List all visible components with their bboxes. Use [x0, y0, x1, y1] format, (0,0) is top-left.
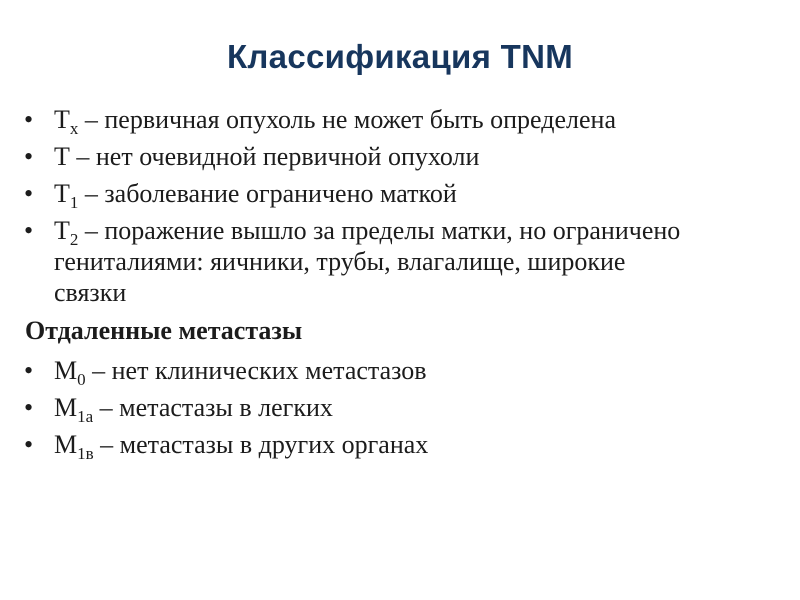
item-symbol: M [54, 393, 78, 422]
item-symbol: T [54, 179, 70, 208]
bullet-icon: • [24, 142, 34, 171]
bullet-icon: • [24, 216, 34, 245]
bullet-icon: • [24, 356, 34, 385]
item-text: – нет клинических метастазов [85, 356, 427, 385]
item-text: – метастазы в легких [93, 393, 333, 422]
item-text: – поражение вышло за пределы матки, но ограничено гениталиями: яичники, трубы, влагалище, широкие связки [54, 216, 681, 307]
m-classification-list [0, 355, 800, 463]
item-text: – заболевание ограничено маткой [78, 179, 457, 208]
bullet-icon: • [24, 393, 34, 422]
item-symbol: T [54, 105, 70, 134]
item-symbol: M [54, 430, 78, 459]
item-symbol: T [54, 216, 70, 245]
item-text: – первичная опухоль не может быть определена [78, 105, 616, 134]
list-item-m1a [0, 392, 800, 426]
bullet-icon: • [24, 430, 34, 459]
bullet-icon: • [24, 105, 34, 134]
t-classification-list [0, 104, 800, 308]
item-text: – нет очевидной первичной опухоли [69, 142, 480, 171]
item-subscript: 1 [69, 193, 79, 212]
item-symbol: T [54, 142, 70, 171]
item-text: – метастазы в других органах [93, 430, 429, 459]
list-item-tx [0, 104, 800, 138]
item-subscript: 2 [69, 230, 79, 249]
bullet-icon: • [24, 179, 34, 208]
item-symbol: M [54, 356, 78, 385]
list-item-t2 [0, 215, 694, 308]
list-item-m0 [0, 355, 800, 389]
item-subscript: 1a [77, 407, 94, 426]
item-subscript: x [69, 119, 79, 138]
list-item-m1b [0, 429, 800, 463]
item-subscript: 1в [77, 444, 94, 463]
metastases-subheading: Отдаленные метастазы [25, 316, 303, 345]
slide-title: Классификация TNM [226, 38, 574, 75]
item-subscript: 0 [77, 370, 86, 389]
list-item-t1 [0, 178, 800, 212]
list-item-t [0, 141, 800, 172]
